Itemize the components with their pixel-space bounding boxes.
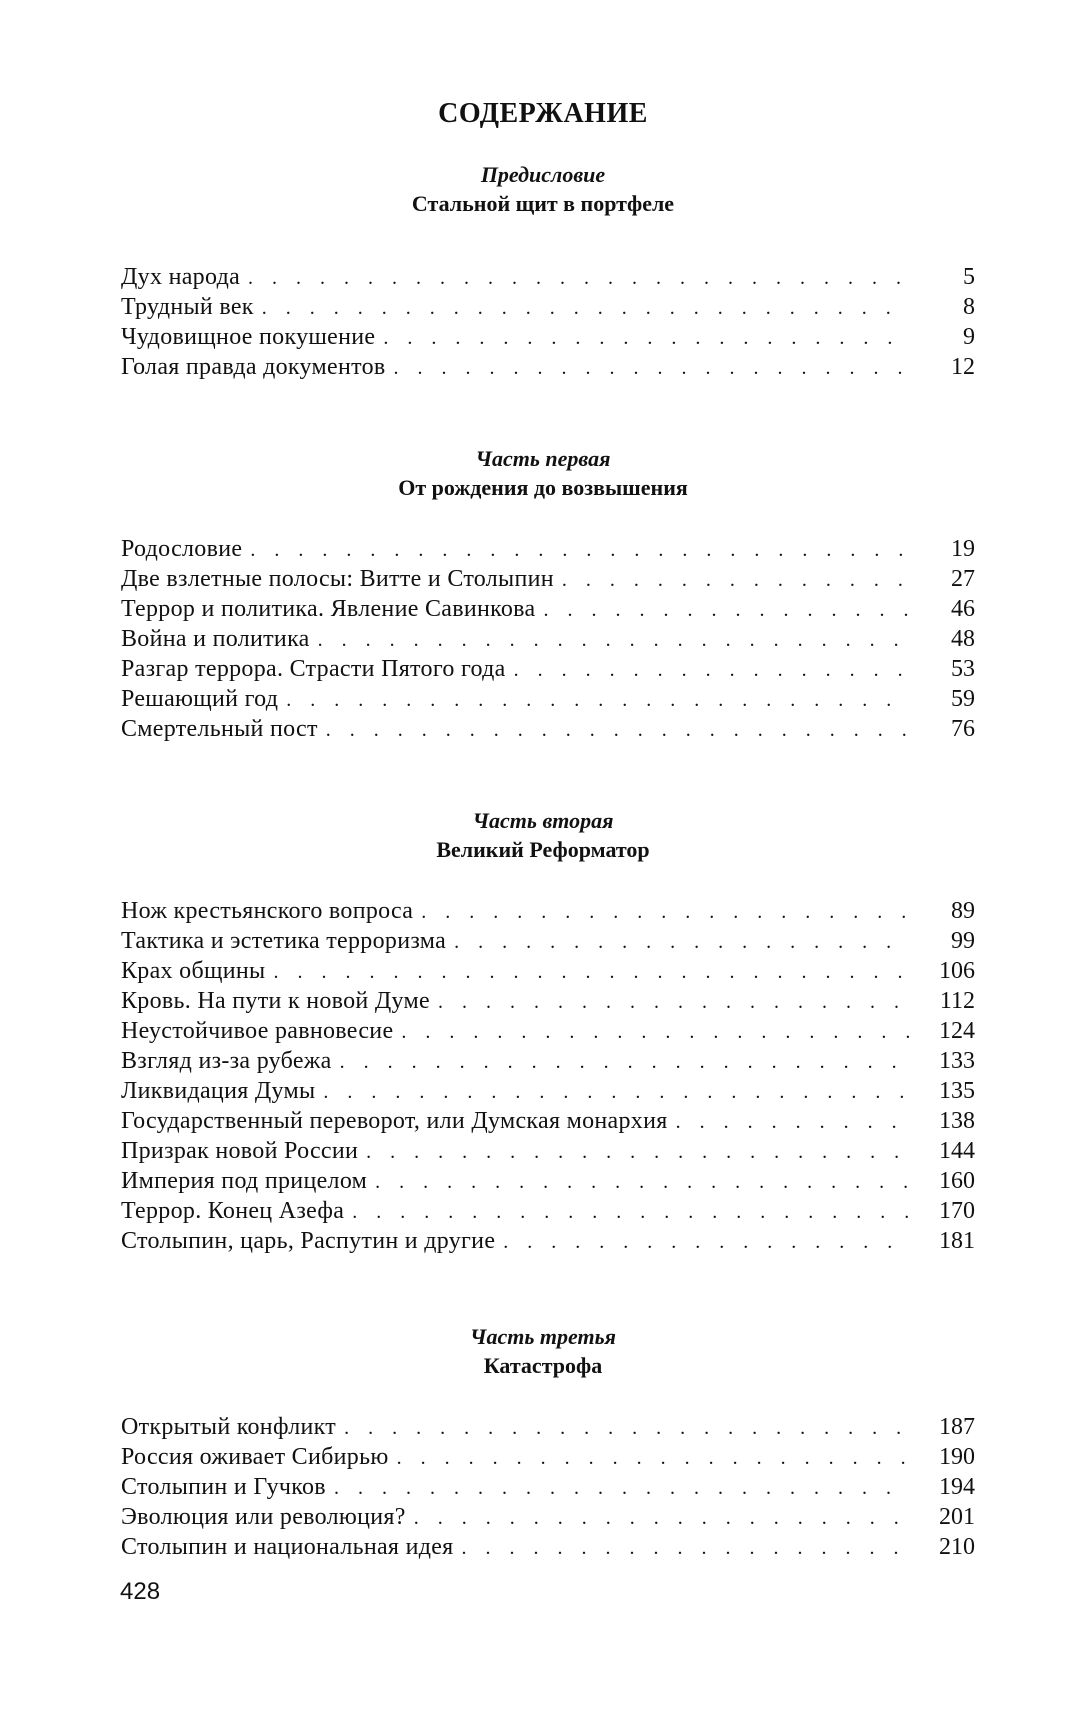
dot-leader bbox=[262, 293, 911, 323]
entry-title: Россия оживает Сибирью bbox=[121, 1444, 389, 1470]
entry-page: 9 bbox=[963, 324, 975, 350]
entry-title: Родословие bbox=[121, 536, 243, 562]
entry-page: 144 bbox=[939, 1138, 975, 1164]
toc-list-part-three bbox=[121, 1412, 975, 1562]
toc-entry[interactable] bbox=[121, 1076, 975, 1106]
entry-title: Неустойчивое равновесие bbox=[121, 1018, 394, 1044]
toc-entry[interactable] bbox=[121, 594, 975, 624]
entry-page: 59 bbox=[951, 686, 975, 712]
dot-leader bbox=[344, 1413, 911, 1443]
toc-entry[interactable] bbox=[121, 1442, 975, 1472]
dot-leader bbox=[250, 535, 911, 565]
toc-entry[interactable] bbox=[121, 534, 975, 564]
toc-entry[interactable] bbox=[121, 624, 975, 654]
toc-entry[interactable] bbox=[121, 1412, 975, 1442]
dot-leader bbox=[375, 1167, 911, 1197]
entry-title: Кровь. На пути к новой Думе bbox=[121, 988, 430, 1014]
entry-title: Призрак новой России bbox=[121, 1138, 359, 1164]
entry-title: Война и политика bbox=[121, 626, 310, 652]
toc-list-preface bbox=[121, 262, 975, 382]
entry-page: 190 bbox=[939, 1444, 975, 1470]
toc-entry[interactable] bbox=[121, 896, 975, 926]
entry-title: Столыпин, царь, Распутин и другие bbox=[121, 1228, 496, 1254]
entry-title: Нож крестьянского вопроса bbox=[121, 898, 414, 924]
toc-entry[interactable] bbox=[121, 1016, 975, 1046]
entry-title: Чудовищное покушение bbox=[121, 324, 376, 350]
toc-entry[interactable] bbox=[121, 1532, 975, 1562]
entry-title: Государственный переворот, или Думская монархия bbox=[121, 1108, 668, 1134]
dot-leader bbox=[323, 1077, 911, 1107]
entry-title: Решающий год bbox=[121, 686, 279, 712]
dot-leader bbox=[286, 685, 911, 715]
entry-page: 187 bbox=[939, 1414, 975, 1440]
dot-leader bbox=[366, 1137, 911, 1167]
entry-page: 46 bbox=[951, 596, 975, 622]
entry-page: 170 bbox=[939, 1198, 975, 1224]
toc-entry[interactable] bbox=[121, 684, 975, 714]
toc-entry[interactable] bbox=[121, 956, 975, 986]
entry-title: Эволюция или революция? bbox=[121, 1504, 406, 1530]
dot-leader bbox=[543, 595, 911, 625]
entry-title: Империя под прицелом bbox=[121, 1168, 368, 1194]
entry-title: Разгар террора. Страсти Пятого года bbox=[121, 656, 506, 682]
entry-title: Дух народа bbox=[121, 264, 241, 290]
toc-entry[interactable] bbox=[121, 1502, 975, 1532]
toc-entry[interactable] bbox=[121, 1046, 975, 1076]
entry-page: 8 bbox=[963, 294, 975, 320]
dot-leader bbox=[401, 1017, 911, 1047]
toc-list-part-two bbox=[121, 896, 975, 1256]
entry-title: Террор. Конец Азефа bbox=[121, 1198, 345, 1224]
entry-title: Две взлетные полосы: Витте и Столыпин bbox=[121, 566, 554, 592]
toc-entry[interactable] bbox=[121, 262, 975, 292]
dot-leader bbox=[394, 353, 911, 383]
entry-page: 181 bbox=[939, 1228, 975, 1254]
entry-page: 48 bbox=[951, 626, 975, 652]
entry-page: 27 bbox=[951, 566, 975, 592]
entry-page: 106 bbox=[939, 958, 975, 984]
entry-title: Столыпин и Гучков bbox=[121, 1474, 326, 1500]
section-label: Предисловие bbox=[480, 162, 606, 187]
dot-leader bbox=[383, 323, 911, 353]
dot-leader bbox=[454, 927, 911, 957]
entry-title: Смертельный пост bbox=[121, 716, 318, 742]
entry-page: 112 bbox=[939, 988, 975, 1014]
dot-leader bbox=[414, 1503, 911, 1533]
section-title: Стальной щит в портфеле bbox=[411, 191, 675, 216]
section-title: Великий Реформатор bbox=[436, 837, 650, 862]
entry-title: Тактика и эстетика терроризма bbox=[121, 928, 447, 954]
toc-entry[interactable] bbox=[121, 654, 975, 684]
dot-leader bbox=[273, 957, 911, 987]
entry-page: 89 bbox=[951, 898, 975, 924]
toc-entry[interactable] bbox=[121, 1196, 975, 1226]
toc-entry[interactable] bbox=[121, 352, 975, 382]
entry-page: 53 bbox=[951, 656, 975, 682]
entry-title: Крах общины bbox=[121, 958, 266, 984]
toc-entry[interactable] bbox=[121, 1106, 975, 1136]
dot-leader bbox=[352, 1197, 911, 1227]
entry-title: Голая правда документов bbox=[121, 354, 386, 380]
entry-title: Столыпин и национальная идея bbox=[121, 1534, 454, 1560]
section-heading-part-one bbox=[0, 444, 1086, 502]
entry-page: 12 bbox=[951, 354, 975, 380]
dot-leader bbox=[438, 987, 911, 1017]
entry-title: Взгляд из-за рубежа bbox=[121, 1048, 332, 1074]
dot-leader bbox=[340, 1047, 911, 1077]
entry-page: 160 bbox=[939, 1168, 975, 1194]
entry-page: 76 bbox=[951, 716, 975, 742]
section-title: От рождения до возвышения bbox=[398, 475, 688, 500]
dot-leader bbox=[421, 897, 911, 927]
toc-entry[interactable] bbox=[121, 926, 975, 956]
entry-page: 19 bbox=[951, 536, 975, 562]
section-heading-preface bbox=[0, 160, 1086, 218]
entry-page: 201 bbox=[939, 1504, 975, 1530]
entry-title: Ликвидация Думы bbox=[121, 1078, 316, 1104]
entry-page: 138 bbox=[939, 1108, 975, 1134]
entry-page: 99 bbox=[951, 928, 975, 954]
dot-leader bbox=[562, 565, 911, 595]
toc-entry[interactable] bbox=[121, 292, 975, 322]
toc-entry[interactable] bbox=[121, 1136, 975, 1166]
section-heading-part-three bbox=[0, 1322, 1086, 1380]
dot-leader bbox=[248, 263, 911, 293]
section-title: Катастрофа bbox=[483, 1353, 603, 1378]
entry-title: Террор и политика. Явление Савинкова bbox=[121, 596, 536, 622]
toc-entry[interactable] bbox=[121, 564, 975, 594]
toc-entry[interactable] bbox=[121, 986, 975, 1016]
dot-leader bbox=[326, 715, 911, 745]
entry-title: Открытый конфликт bbox=[121, 1414, 337, 1440]
toc-entry[interactable] bbox=[121, 1226, 975, 1256]
entry-title: Трудный век bbox=[121, 294, 254, 320]
section-label: Часть третья bbox=[470, 1324, 616, 1349]
entry-page: 124 bbox=[939, 1018, 975, 1044]
page-number: 428 bbox=[120, 1578, 161, 1605]
dot-leader bbox=[514, 655, 911, 685]
dot-leader bbox=[503, 1227, 911, 1257]
section-heading-part-two bbox=[0, 806, 1086, 864]
dot-leader bbox=[397, 1443, 911, 1473]
toc-list-part-one bbox=[121, 534, 975, 744]
dot-leader bbox=[676, 1107, 911, 1137]
entry-page: 210 bbox=[939, 1534, 975, 1560]
page-title: СОДЕРЖАНИЕ bbox=[438, 98, 648, 129]
dot-leader bbox=[334, 1473, 911, 1503]
toc-entry[interactable] bbox=[121, 1166, 975, 1196]
dot-leader bbox=[462, 1533, 911, 1563]
dot-leader bbox=[318, 625, 911, 655]
entry-page: 194 bbox=[939, 1474, 975, 1500]
section-label: Часть вторая bbox=[472, 808, 614, 833]
section-label: Часть первая bbox=[475, 446, 611, 471]
entry-page: 133 bbox=[939, 1048, 975, 1074]
entry-page: 135 bbox=[939, 1078, 975, 1104]
toc-entry[interactable] bbox=[121, 1472, 975, 1502]
toc-entry[interactable] bbox=[121, 714, 975, 744]
entry-page: 5 bbox=[963, 264, 975, 290]
toc-entry[interactable] bbox=[121, 322, 975, 352]
